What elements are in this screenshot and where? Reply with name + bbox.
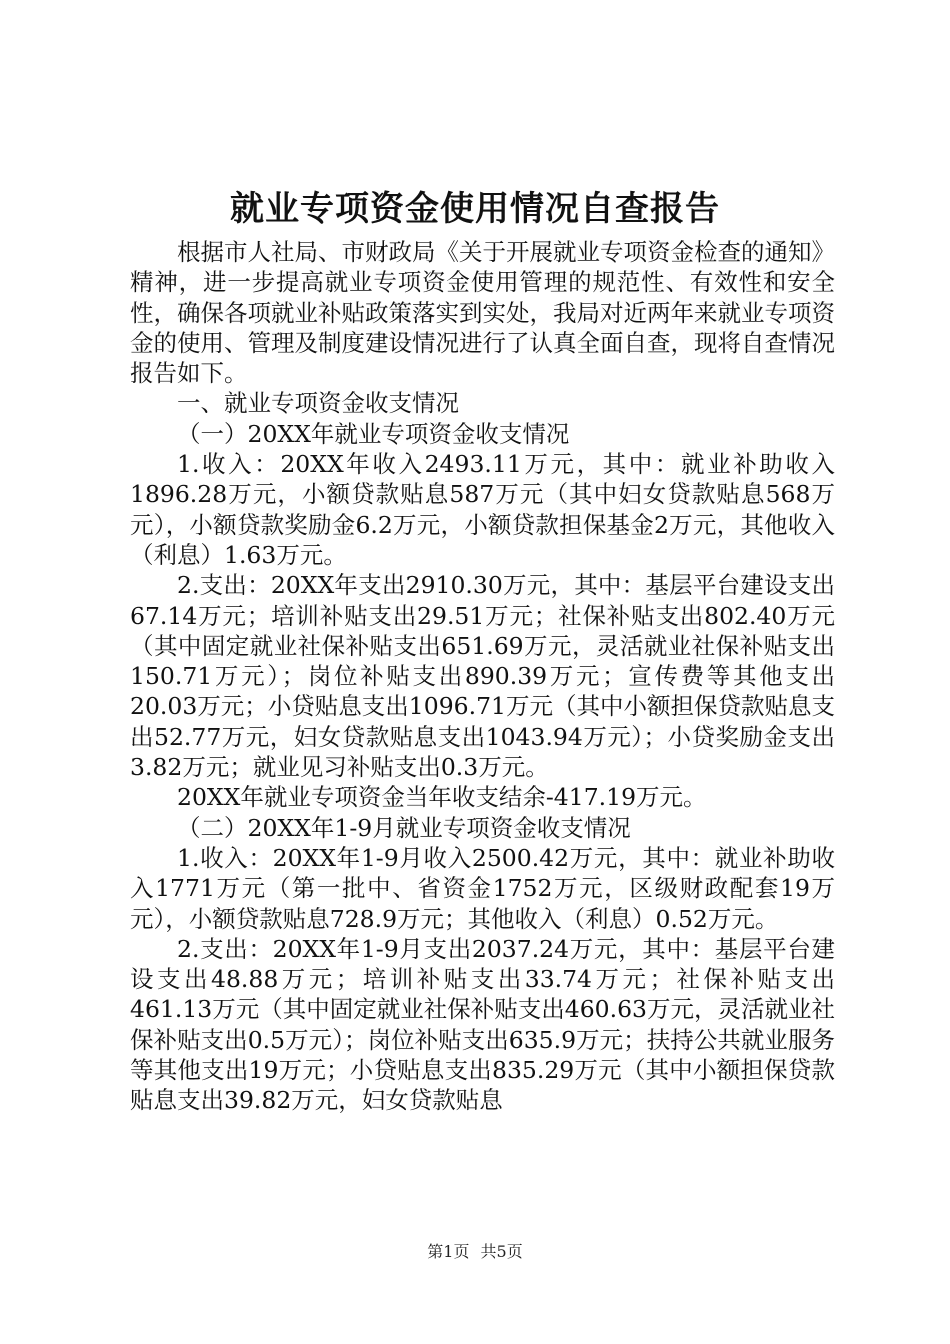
paragraph-expense-2: 2.支出：20XX年1-9月支出2037.24万元，其中：基层平台建设支出48.88万元；培训补贴支出33.74万元；社保补贴支出461.13万元（其中固定就业社保补贴支出460.63万元，灵活就业社保补贴支出0.5万元）；岗位补贴支出635.9万元；扶持公共就业服务等其他支出19万元；小贷贴息支出835.29万元（其中小额担保贷款贴息支出39.82万元，妇女贷款贴息 (130, 934, 835, 1115)
section-heading-1: 一、就业专项资金收支情况 (177, 389, 459, 418)
subsection-heading-1: （一）20XX年就业专项资金收支情况 (177, 419, 570, 448)
page-total: 共5页 (480, 1242, 523, 1261)
paragraph-income-1: 1.收入：20XX年收入2493.11万元，其中：就业补助收入1896.28万元，小额贷款贴息587万元（其中妇女贷款贴息568万元），小额贷款奖励金6.2万元，小额贷款担保基金2万元，其他收入（利息）1.63万元。 (130, 450, 835, 569)
paragraph-intro: 根据市人社局、市财政局《关于开展就业专项资金检查的通知》精神，进一步提高就业专项资金使用管理的规范性、有效性和安全性，确保各项就业补贴政策落实到实处，我局对近两年来就业专项资金的使用、管理及制度建设情况进行了认真全面自查，现将自查情况报告如下。 (130, 238, 835, 388)
paragraph-balance-1: 20XX年就业专项资金当年收支结余-417.19万元。 (177, 783, 707, 812)
paragraph-income-2: 1.收入：20XX年1-9月收入2500.42万元，其中：就业补助收入1771万元（第一批中、省资金1752万元，区级财政配套19万元），小额贷款贴息728.9万元；其他收入（利息）0.52万元。 (130, 843, 835, 933)
document-body (130, 237, 835, 1116)
document-title: 就业专项资金使用情况自查报告 (230, 189, 720, 229)
paragraph-expense-1: 2.支出：20XX年支出2910.30万元，其中：基层平台建设支出67.14万元；培训补贴支出29.51万元；社保补贴支出802.40万元（其中固定就业社保补贴支出651.69万元，灵活就业社保补贴支出150.71万元）；岗位补贴支出890.39万元；宣传费等其他支出20.03万元；小贷贴息支出1096.71万元（其中小额担保贷款贴息支出52.77万元，妇女贷款贴息支出1043.94万元）；小贷奖励金支出3.82万元；就业见习补贴支出0.3万元。 (130, 571, 835, 782)
page-number: 第1页 (427, 1242, 470, 1261)
subsection-heading-2: （二）20XX年1-9月就业专项资金收支情况 (177, 813, 631, 842)
page-footer (0, 1241, 950, 1263)
